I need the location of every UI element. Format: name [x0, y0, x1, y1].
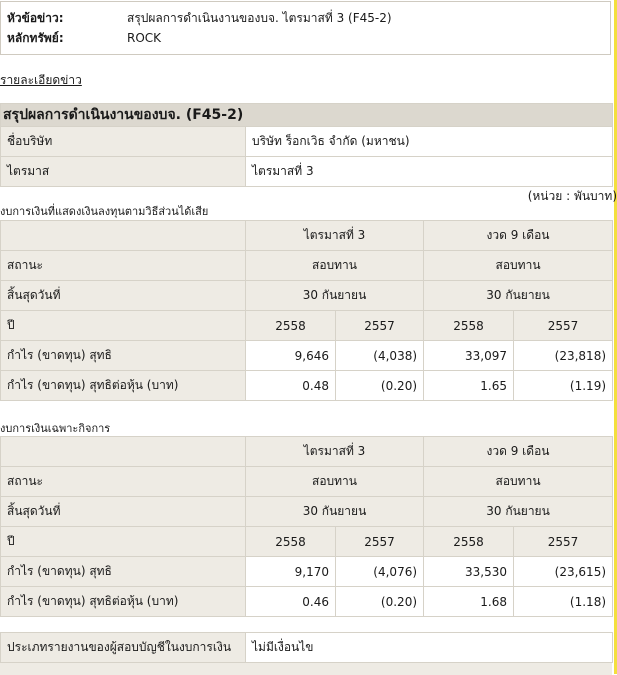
- company-value: บริษัท ร็อกเวิธ จำกัด (มหาชน): [246, 127, 613, 157]
- separate-status-9month: สอบทาน: [424, 467, 613, 497]
- separate-year-cell: 2557: [514, 527, 613, 557]
- equity-header-blank: [1, 221, 246, 251]
- equity-eps-value: (1.19): [514, 371, 613, 401]
- separate-header-blank: [1, 437, 246, 467]
- summary-table: [0, 103, 613, 187]
- equity-profit-value: (23,818): [514, 341, 613, 371]
- equity-eps-value: (0.20): [336, 371, 424, 401]
- unit-note: (หน่วย : พันบาท): [527, 189, 617, 203]
- equity-profit-value: (4,038): [336, 341, 424, 371]
- separate-eps-value: 1.68: [424, 587, 514, 617]
- footer-strip: [0, 662, 612, 675]
- separate-profit-value: 9,170: [246, 557, 336, 587]
- news-detail-link[interactable]: รายละเอียดข่าว: [0, 73, 82, 87]
- equity-eps-value: 0.48: [246, 371, 336, 401]
- equity-end-label: สิ้นสุดวันที่: [1, 281, 246, 311]
- separate-profit-value: (23,615): [514, 557, 613, 587]
- equity-end-quarter: 30 กันยายน: [246, 281, 424, 311]
- separate-year-cell: 2558: [246, 527, 336, 557]
- equity-eps-label: กำไร (ขาดทุน) สุทธิต่อหุ้น (บาท): [1, 371, 246, 401]
- security-label: หลักทรัพย์:: [7, 31, 64, 45]
- equity-year-cell: 2557: [514, 311, 613, 341]
- separate-profit-row: [1, 557, 613, 587]
- separate-end-9month: 30 กันยายน: [424, 497, 613, 527]
- separate-col-9month: งวด 9 เดือน: [424, 437, 613, 467]
- company-label: ชื่อบริษัท: [1, 127, 246, 157]
- separate-year-cell: 2558: [424, 527, 514, 557]
- separate-col-quarter: ไตรมาสที่ 3: [246, 437, 424, 467]
- separate-status-row: [1, 467, 613, 497]
- equity-col-9month: งวด 9 เดือน: [424, 221, 613, 251]
- equity-status-label: สถานะ: [1, 251, 246, 281]
- equity-eps-row: [1, 371, 613, 401]
- equity-year-cell: 2557: [336, 311, 424, 341]
- quarter-label: ไตรมาส: [1, 157, 246, 187]
- equity-table: [0, 220, 613, 401]
- equity-profit-value: 33,097: [424, 341, 514, 371]
- separate-table: [0, 436, 613, 617]
- quarter-value: ไตรมาสที่ 3: [246, 157, 613, 187]
- separate-year-row: [1, 527, 613, 557]
- separate-profit-value: (4,076): [336, 557, 424, 587]
- equity-end-row: [1, 281, 613, 311]
- separate-eps-value: 0.46: [246, 587, 336, 617]
- separate-profit-value: 33,530: [424, 557, 514, 587]
- equity-header-row: [1, 221, 613, 251]
- equity-year-row: [1, 311, 613, 341]
- equity-end-9month: 30 กันยายน: [424, 281, 613, 311]
- security-symbol: ROCK: [127, 31, 162, 45]
- separate-end-row: [1, 497, 613, 527]
- equity-eps-value: 1.65: [424, 371, 514, 401]
- separate-status-quarter: สอบทาน: [246, 467, 424, 497]
- equity-profit-value: 9,646: [246, 341, 336, 371]
- equity-section-title: งบการเงินที่แสดงเงินลงทุนตามวิธีส่วนได้เสีย: [0, 205, 209, 218]
- separate-eps-label: กำไร (ขาดทุน) สุทธิต่อหุ้น (บาท): [1, 587, 246, 617]
- separate-eps-value: (0.20): [336, 587, 424, 617]
- news-label: หัวข้อข่าว:: [7, 11, 64, 25]
- equity-status-quarter: สอบทาน: [246, 251, 424, 281]
- equity-year-label: ปี: [1, 311, 246, 341]
- news-header: [0, 1, 611, 55]
- separate-eps-row: [1, 587, 613, 617]
- news-title: สรุปผลการดำเนินงานของบจ. ไตรมาสที่ 3 (F45-2): [127, 11, 392, 25]
- separate-header-row: [1, 437, 613, 467]
- separate-end-quarter: 30 กันยายน: [246, 497, 424, 527]
- auditor-value: ไม่มีเงื่อนไข: [246, 633, 613, 663]
- separate-end-label: สิ้นสุดวันที่: [1, 497, 246, 527]
- separate-year-label: ปี: [1, 527, 246, 557]
- summary-title-row: [1, 104, 613, 127]
- equity-profit-label: กำไร (ขาดทุน) สุทธิ: [1, 341, 246, 371]
- separate-profit-label: กำไร (ขาดทุน) สุทธิ: [1, 557, 246, 587]
- equity-year-cell: 2558: [424, 311, 514, 341]
- equity-status-9month: สอบทาน: [424, 251, 613, 281]
- quarter-row: [1, 157, 613, 187]
- equity-year-cell: 2558: [246, 311, 336, 341]
- equity-status-row: [1, 251, 613, 281]
- separate-eps-value: (1.18): [514, 587, 613, 617]
- separate-section-title: งบการเงินเฉพาะกิจการ: [0, 422, 111, 435]
- auditor-table: [0, 632, 613, 663]
- separate-status-label: สถานะ: [1, 467, 246, 497]
- equity-profit-row: [1, 341, 613, 371]
- company-row: [1, 127, 613, 157]
- auditor-label: ประเภทรายงานของผู้สอบบัญชีในงบการเงิน: [1, 633, 246, 663]
- separate-year-cell: 2557: [336, 527, 424, 557]
- auditor-row: [1, 633, 613, 663]
- equity-col-quarter: ไตรมาสที่ 3: [246, 221, 424, 251]
- summary-title: สรุปผลการดำเนินงานของบจ. (F45-2): [1, 104, 613, 127]
